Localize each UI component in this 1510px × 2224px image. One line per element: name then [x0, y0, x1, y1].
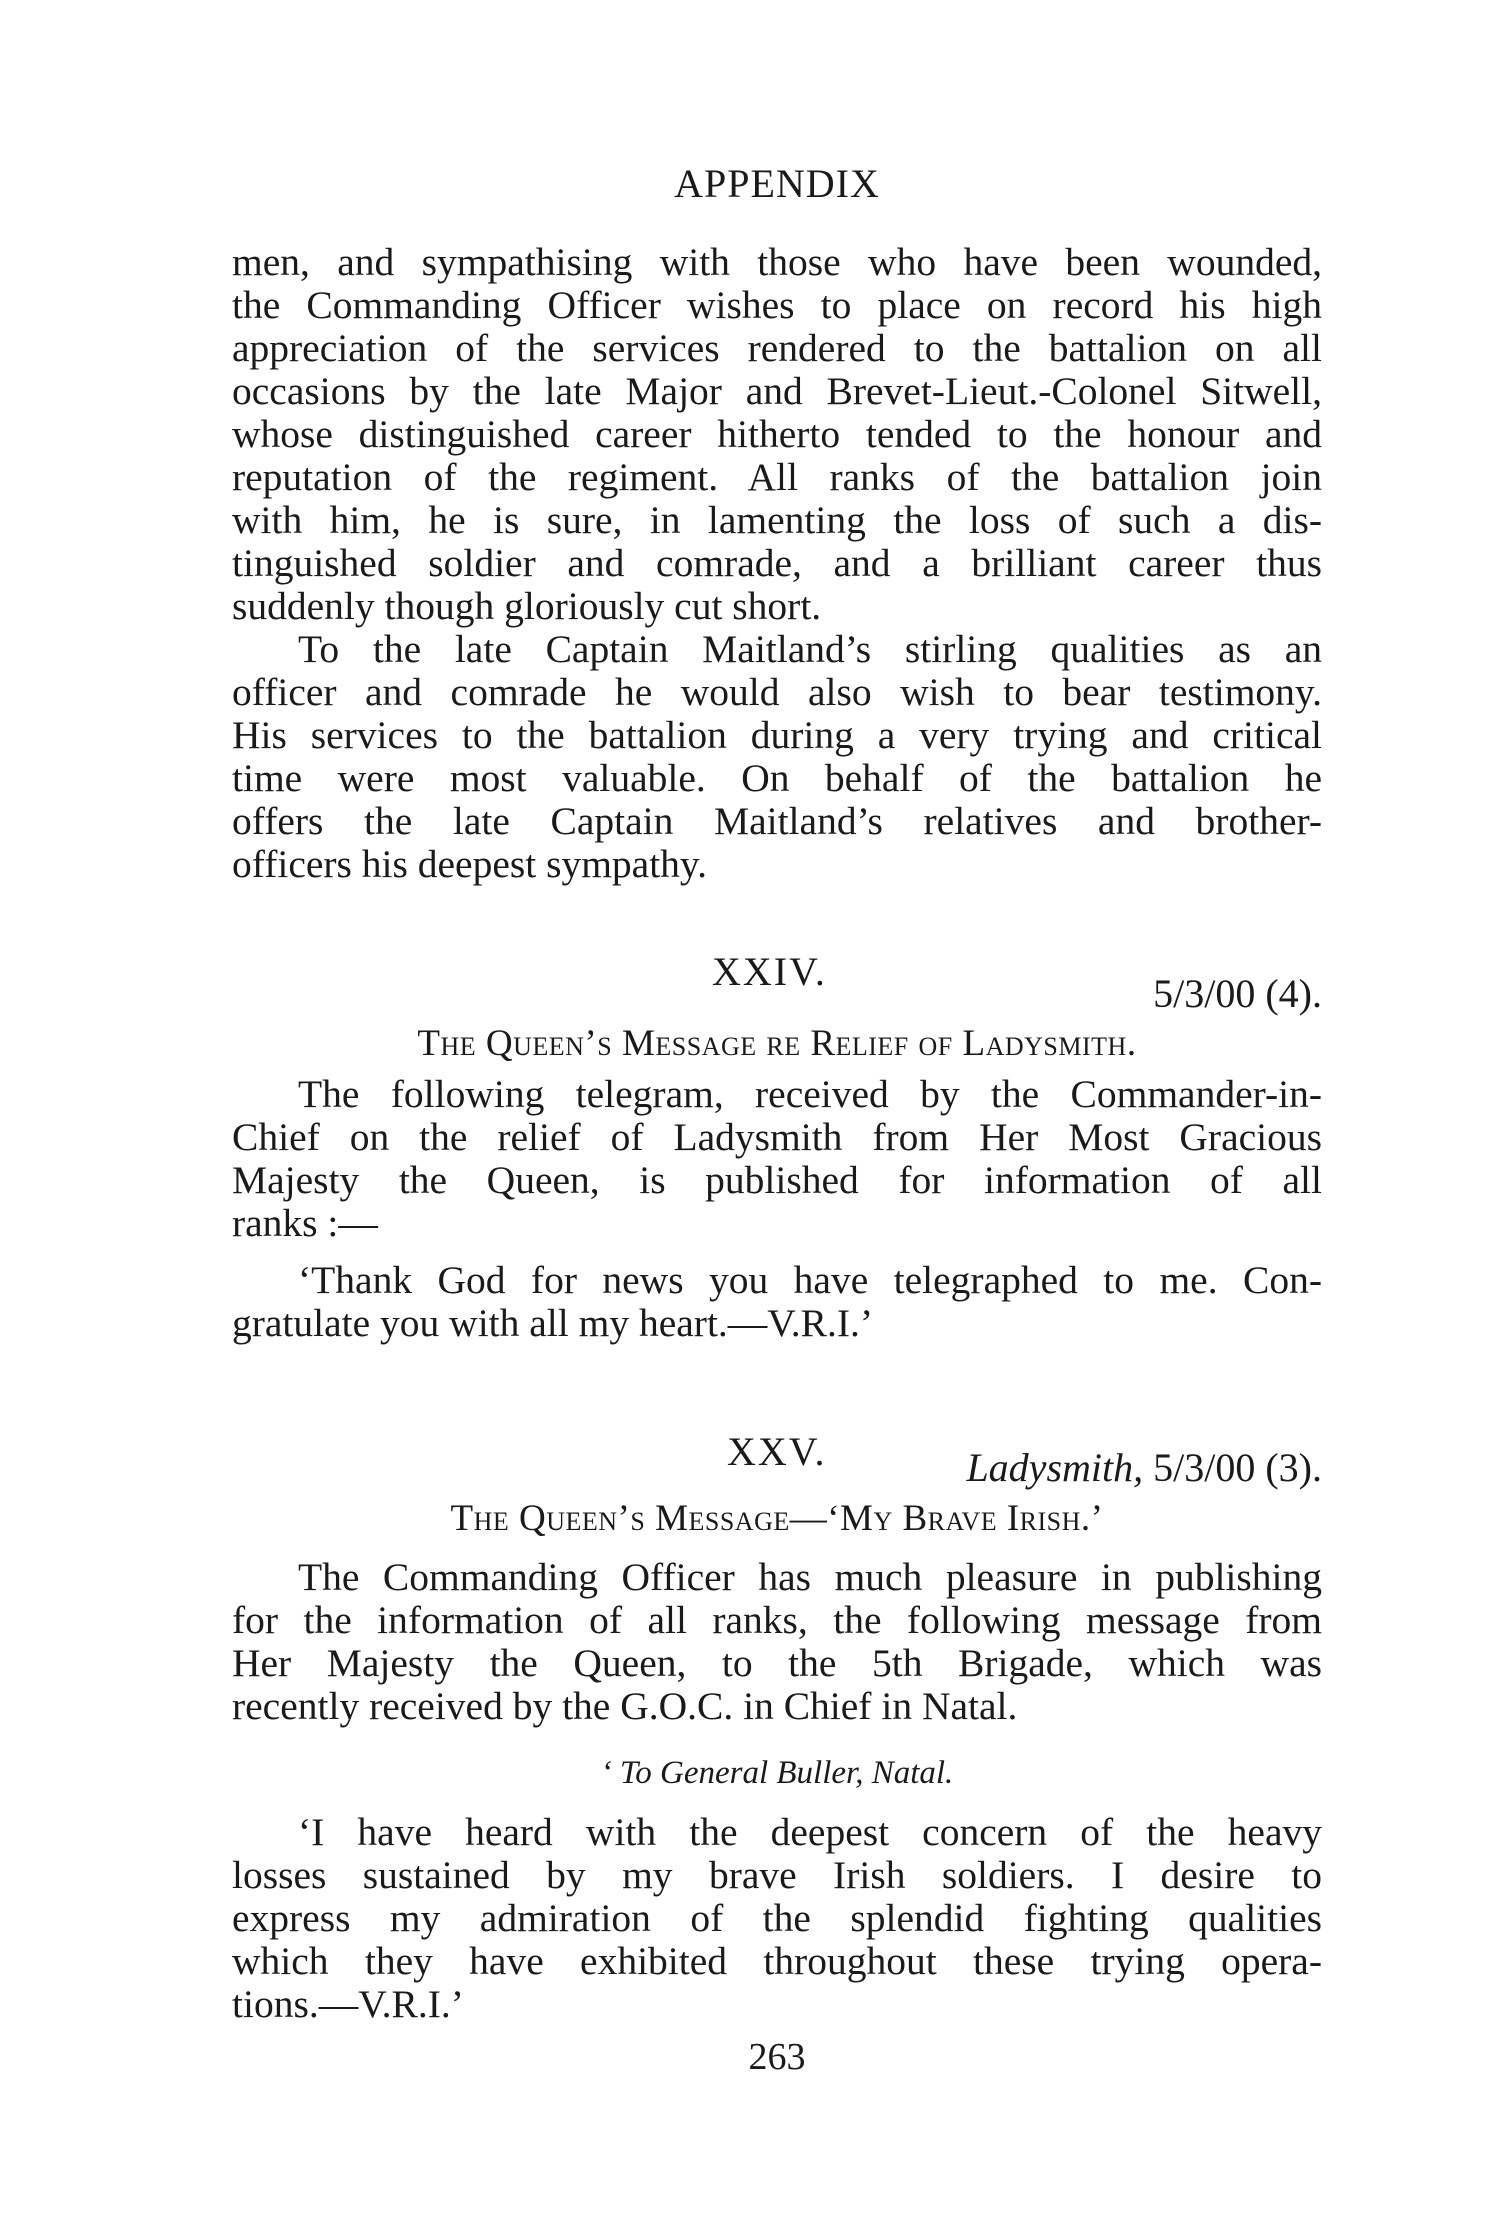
- section-title: The Queen’s Message re Relief of Ladysmith.: [417, 1023, 1137, 1064]
- quote-line: ‘Thank God for news you have telegraphed to me. Con-: [298, 1258, 1322, 1302]
- text-line: suddenly though gloriously cut short.: [232, 584, 822, 628]
- text-line: The Commanding Officer has much pleasure in publishing: [298, 1555, 1322, 1599]
- text-line: men, and sympathising with those who have been wounded,: [232, 240, 1322, 284]
- quote-line: which they have exhibited throughout these trying opera-: [232, 1939, 1322, 1983]
- text-line: To the late Captain Maitland’s stirling qualities as an: [298, 627, 1322, 671]
- section-date: 5/3/00 (3).: [1153, 1445, 1322, 1490]
- running-head: APPENDIX: [674, 161, 880, 206]
- text-line: with him, he is sure, in lamenting the loss of such a dis-: [232, 498, 1322, 542]
- text-line: the Commanding Officer wishes to place on record his high: [232, 283, 1322, 327]
- section-dateline: [966, 1444, 1322, 1491]
- section-date: 5/3/00 (4).: [1153, 971, 1322, 1016]
- text-line: whose distinguished career hitherto tended to the honour and: [232, 412, 1322, 456]
- section-numeral: XXIV.: [712, 949, 827, 994]
- section-title: The Queen’s Message—‘My Brave Irish.’: [450, 1498, 1104, 1539]
- text-line: appreciation of the services rendered to the battalion on all: [232, 326, 1322, 370]
- text-line: offers the late Captain Maitland’s relatives and brother-: [232, 799, 1322, 843]
- text-line: officers his deepest sympathy.: [232, 842, 707, 886]
- quote-line: gratulate you with all my heart.—V.R.I.’: [232, 1301, 874, 1345]
- text-line: Chief on the relief of Ladysmith from Her Most Gracious: [232, 1115, 1322, 1159]
- text-line: reputation of the regiment. All ranks of the battalion join: [232, 455, 1322, 499]
- section-numeral: XXV.: [727, 1429, 827, 1474]
- text-line: for the information of all ranks, the following message from: [232, 1598, 1322, 1642]
- page-number: 263: [748, 2036, 806, 2078]
- text-line: time were most valuable. On behalf of the battalion he: [232, 756, 1322, 800]
- quote-line: tions.—V.R.I.’: [232, 1982, 464, 2026]
- letter-address: ‘ To General Buller, Natal.: [600, 1755, 954, 1791]
- text-line: officer and comrade he would also wish to bear testimony.: [232, 670, 1322, 714]
- text-line: Majesty the Queen, is published for information of all: [232, 1158, 1322, 1202]
- text-line: The following telegram, received by the Commander-in-: [298, 1072, 1322, 1116]
- text-line: His services to the battalion during a very trying and critical: [232, 713, 1322, 757]
- text-line: tinguished soldier and comrade, and a brilliant career thus: [232, 541, 1322, 585]
- section-place: Ladysmith,: [966, 1445, 1144, 1490]
- quote-line: express my admiration of the splendid fighting qualities: [232, 1896, 1322, 1940]
- text-line: ranks :—: [232, 1201, 378, 1245]
- text-line: Her Majesty the Queen, to the 5th Brigade, which was: [232, 1641, 1322, 1685]
- text-line: occasions by the late Major and Brevet-Lieut.-Colonel Sitwell,: [232, 369, 1322, 413]
- text-line: recently received by the G.O.C. in Chief in Natal.: [232, 1684, 1018, 1728]
- quote-line: ‘I have heard with the deepest concern of the heavy: [298, 1810, 1322, 1854]
- quote-line: losses sustained by my brave Irish soldiers. I desire to: [232, 1853, 1322, 1897]
